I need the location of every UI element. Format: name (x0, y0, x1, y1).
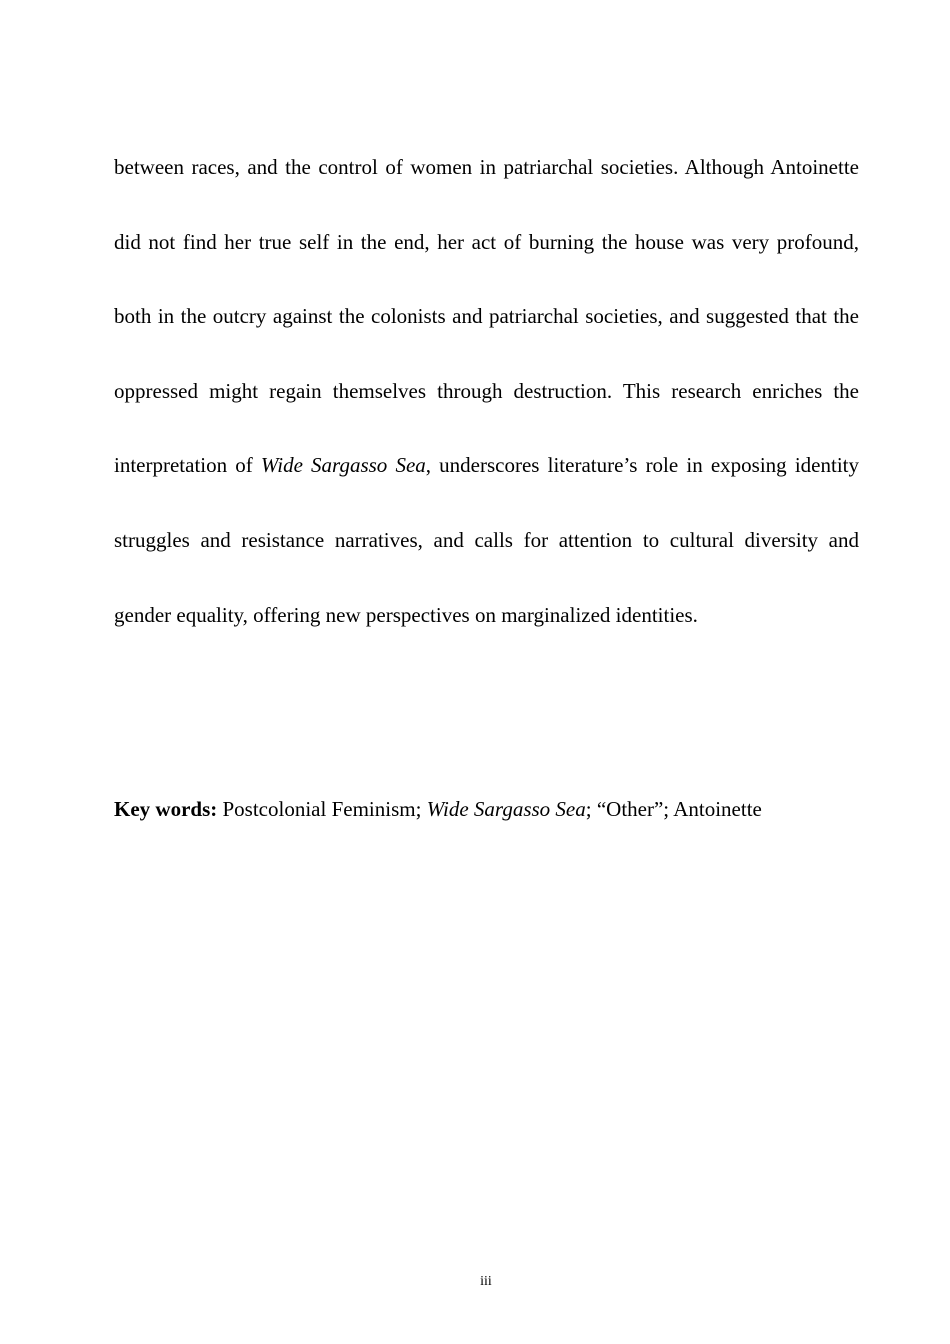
abstract-text-part-1: between races, and the control of women in patriarchal societies. Although Antoinette did not find her true self in the end, her act of burning the house was very profound, both in the outcry against the colonists and patriarchal societies, and suggested that the oppressed might regain themselves through destruction. This research enriches the interpretation of (114, 155, 859, 478)
keywords-label: Key words: (114, 797, 218, 821)
abstract-paragraph (114, 130, 859, 652)
abstract-text-part-2: , underscores literature’s role in exposing identity struggles and resistance narratives, and calls for attention to cultural diversity and gender equality, offering new perspectives on marginalized identities. (114, 453, 859, 627)
keywords-line (114, 793, 859, 825)
keyword-2: Wide Sargasso Sea (426, 797, 586, 821)
keyword-1: Postcolonial Feminism; (217, 797, 427, 821)
keyword-3: ; “Other”; Antoinette (585, 797, 762, 821)
page-number: iii (480, 1274, 492, 1289)
book-title: Wide Sargasso Sea (260, 453, 426, 478)
